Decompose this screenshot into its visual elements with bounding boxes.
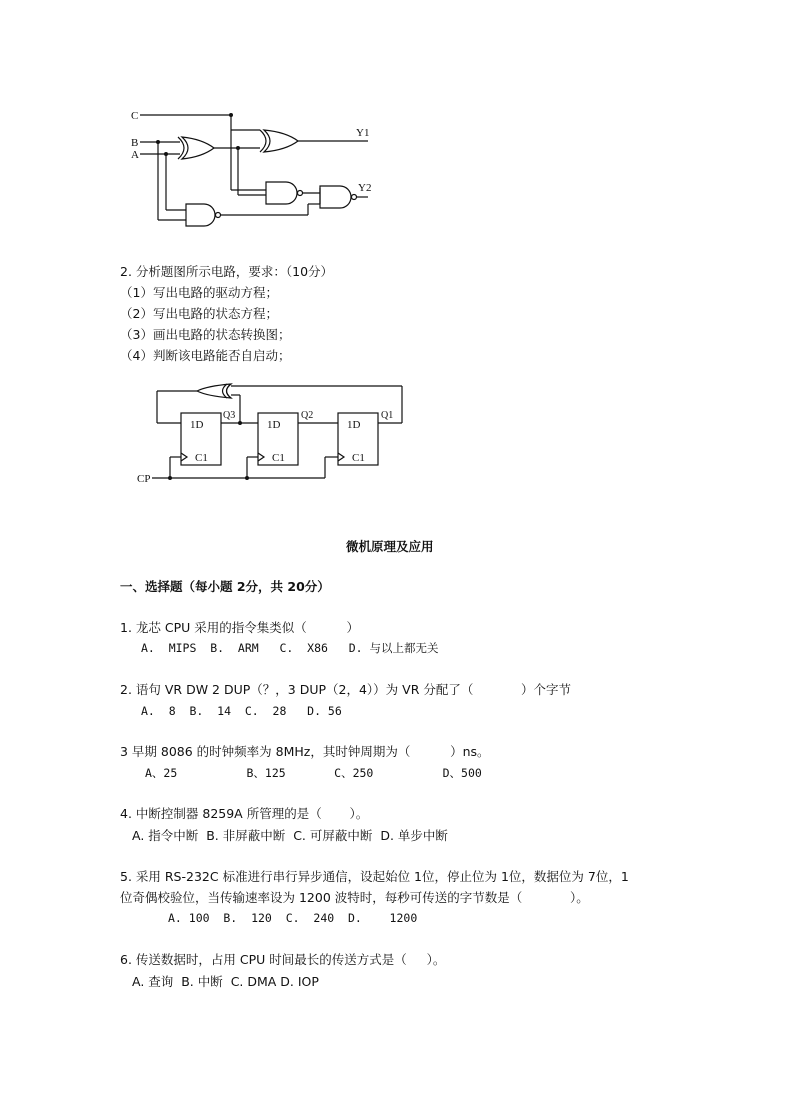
question-1-text: 1. 龙芯 CPU 采用的指令集类似（ ） [120, 620, 359, 635]
output-label-y1: Y1 [356, 127, 370, 139]
cp-label: CP [137, 473, 151, 485]
q2-label: Q2 [301, 410, 314, 421]
ff2-d-label: 1D [267, 419, 281, 431]
question-4-text: 4. 中断控制器 8259A 所管理的是（ ）。 [120, 806, 369, 821]
question-2-title: 2. 分析题图所示电路，要求：（10分） [120, 264, 334, 279]
question-3-text: 3 早期 8086 的时钟频率为 8MHz，其时钟周期为（ ）ns。 [120, 744, 490, 759]
sequential-circuit-diagram [135, 378, 415, 488]
input-label-a: A [131, 149, 139, 161]
ff1-c-label: C1 [195, 452, 208, 464]
q3-label: Q3 [223, 410, 236, 421]
nand-gate-3 [320, 186, 351, 208]
xor-gate-2 [260, 130, 266, 152]
q1-label: Q1 [381, 410, 394, 421]
xor-gate-1 [178, 137, 184, 159]
question-2-text: 2. 语句 VR DW 2 DUP（？，3 DUP（2，4））为 VR 分配了（ ）个字节 [120, 682, 572, 697]
question-2-item-1: （1）写出电路的驱动方程； [120, 285, 278, 300]
question-5-options: A. 100 B. 120 C. 240 D. 1200 [168, 911, 418, 925]
ff2-c-label: C1 [272, 452, 285, 464]
question-2-item-4: （4）判断该电路能否自启动； [120, 348, 291, 363]
nand-gate-1 [266, 182, 297, 204]
question-2-options: A. 8 B. 14 C. 28 D. 56 [141, 704, 342, 718]
ff3-d-label: 1D [347, 419, 361, 431]
section-heading: 一、选择题（每小题 2分，共 20分） [120, 579, 330, 594]
question-1-options: A. MIPS B. ARM C. X86 D. 与以上都无关 [141, 641, 439, 655]
input-label-b: B [131, 137, 139, 149]
question-6-text: 6. 传送数据时，占用 CPU 时间最长的传送方式是（ ）。 [120, 952, 446, 967]
output-label-y2: Y2 [358, 182, 372, 194]
question-5-text-line-1: 5. 采用 RS-232C 标准进行串行异步通信，设起始位 1位，停止位为 1位，数据位为 7位，1 [120, 869, 629, 884]
combinational-circuit-diagram [120, 100, 390, 235]
input-label-c: C [131, 110, 139, 122]
ff1-d-label: 1D [190, 419, 204, 431]
question-2-item-3: （3）画出电路的状态转换图； [120, 327, 291, 342]
question-3-options: A、25 B、125 C、250 D、500 [145, 766, 482, 780]
ff3-c-label: C1 [352, 452, 365, 464]
question-6-options: A. 查询 B. 中断 C. DMA D. IOP [132, 974, 319, 989]
question-2-item-2: （2）写出电路的状态方程； [120, 306, 278, 321]
question-5-text-line-2: 位奇偶校验位，当传输速率设为 1200 波特时，每秒可传送的字节数是（ ）。 [120, 890, 589, 905]
nand-gate-2 [186, 204, 215, 226]
section-title: 微机原理及应用 [346, 539, 434, 554]
question-4-options: A. 指令中断 B. 非屏蔽中断 C. 可屏蔽中断 D. 单步中断 [132, 828, 448, 843]
